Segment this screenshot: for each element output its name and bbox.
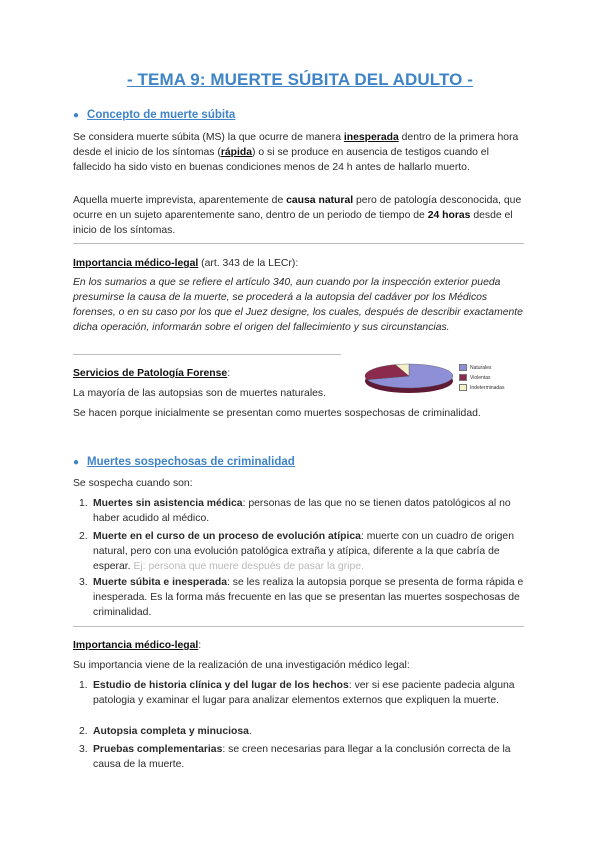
section-heading-text: Muertes sospechosas de criminalidad: [87, 456, 295, 468]
legend-label: Naturales: [470, 365, 492, 371]
legend-swatch: [459, 364, 467, 371]
medlegal2-heading: Importancia médico-legal:: [73, 640, 202, 651]
legend-swatch: [459, 374, 467, 381]
legend-label: Indeterminadas: [470, 385, 505, 391]
legend-swatch: [459, 384, 467, 391]
divider: [73, 243, 524, 244]
section-heading-concepto: [73, 109, 235, 121]
servicios-line-1: La mayoría de las autopsias son de muertes naturales.: [73, 388, 326, 399]
medlegal2-intro: Su importancia viene de la realización de una investigación médico legal:: [73, 660, 410, 671]
bullet-icon: ●: [73, 457, 80, 468]
legend-entry: [459, 373, 504, 383]
list-item: 1. Estudio de historia clínica y del lugar de los hechos: ver si ese paciente padecia alguna patologia y examinar el lugar para analizar elementos externos que expliquen la muerte.: [79, 680, 515, 706]
section-heading-sospechosas: [73, 456, 295, 468]
medlegal-heading: Importancia médico-legal (art. 343 de la LECr):: [73, 258, 299, 269]
law-quote: En los sumarios a que se refiere el artículo 340, aun cuando por la inspección exterior pueda presumirse la causa de la muerte, se procederá a la autopsia del cadáver por los Médicos forenses, o en su caso por los que el Juez designe, los cuales, después de describir exactamente dicha operación, informarán sobre el origen del fallecimiento y sus circunstancias.: [73, 277, 523, 333]
list-item: 2. Autopsia completa y minuciosa.: [79, 726, 252, 737]
legend-entry: [459, 383, 504, 393]
paragraph-definition: Se considera muerte súbita (MS) la que ocurre de manera inesperada dentro de la primera hora desde el inicio de los síntomas (rápida) o si se produce en ausencia de testigos cuando el fallecido ha sido visto en buenas condiciones menos de 24 h antes de hallarlo muerto.: [73, 132, 519, 173]
pie-legend: [459, 363, 504, 393]
list-item: 2. Muerte en el curso de un proceso de evolución atípica: muerte con un cuadro de origen natural, pero con una evolución patológica extraña y atípica, diferente a la que cabría de esperar. Ej: persona que muere después de pasar la gripe.: [79, 531, 514, 572]
legend-entry: [459, 363, 504, 373]
list-item: 3. Muerte súbita e inesperada: se les realiza la autopsia porque se presenta de forma rápida e inesperada. Es la forma más frecuente en las que se presentan las muertes sospechosas de criminalidad.: [79, 577, 524, 618]
divider: [73, 626, 524, 627]
autopsy-pie-chart: [362, 360, 457, 396]
divider-short: [73, 354, 341, 355]
legend-label: Violentas: [470, 375, 491, 381]
list-item: 3. Pruebas complementarias: se creen necesarias para llegar a la conclusión correcta de la causa de la muerte.: [79, 744, 511, 770]
section-heading-text: Concepto de muerte súbita: [87, 109, 236, 121]
servicios-line-2: Se hacen porque inicialmente se presentan como muertes sospechosas de criminalidad.: [73, 408, 481, 419]
bullet-icon: ●: [73, 110, 80, 121]
page-title: - TEMA 9: MUERTE SÚBITA DEL ADULTO -: [126, 70, 474, 89]
list-item: 1. Muertes sin asistencia médica: personas de las que no se tienen datos patológicos al no haber acudido al médico.: [79, 498, 511, 524]
servicios-heading: Servicios de Patología Forense:: [73, 368, 231, 379]
sospecha-intro: Se sospecha cuando son:: [73, 478, 193, 489]
paragraph-description: Aquella muerte imprevista, aparentemente de causa natural pero de patología desconocida, que ocurre en un sujeto aparentemente sano, dentro de un periodo de tiempo de 24 horas desde el inicio de los síntomas.: [73, 195, 522, 236]
